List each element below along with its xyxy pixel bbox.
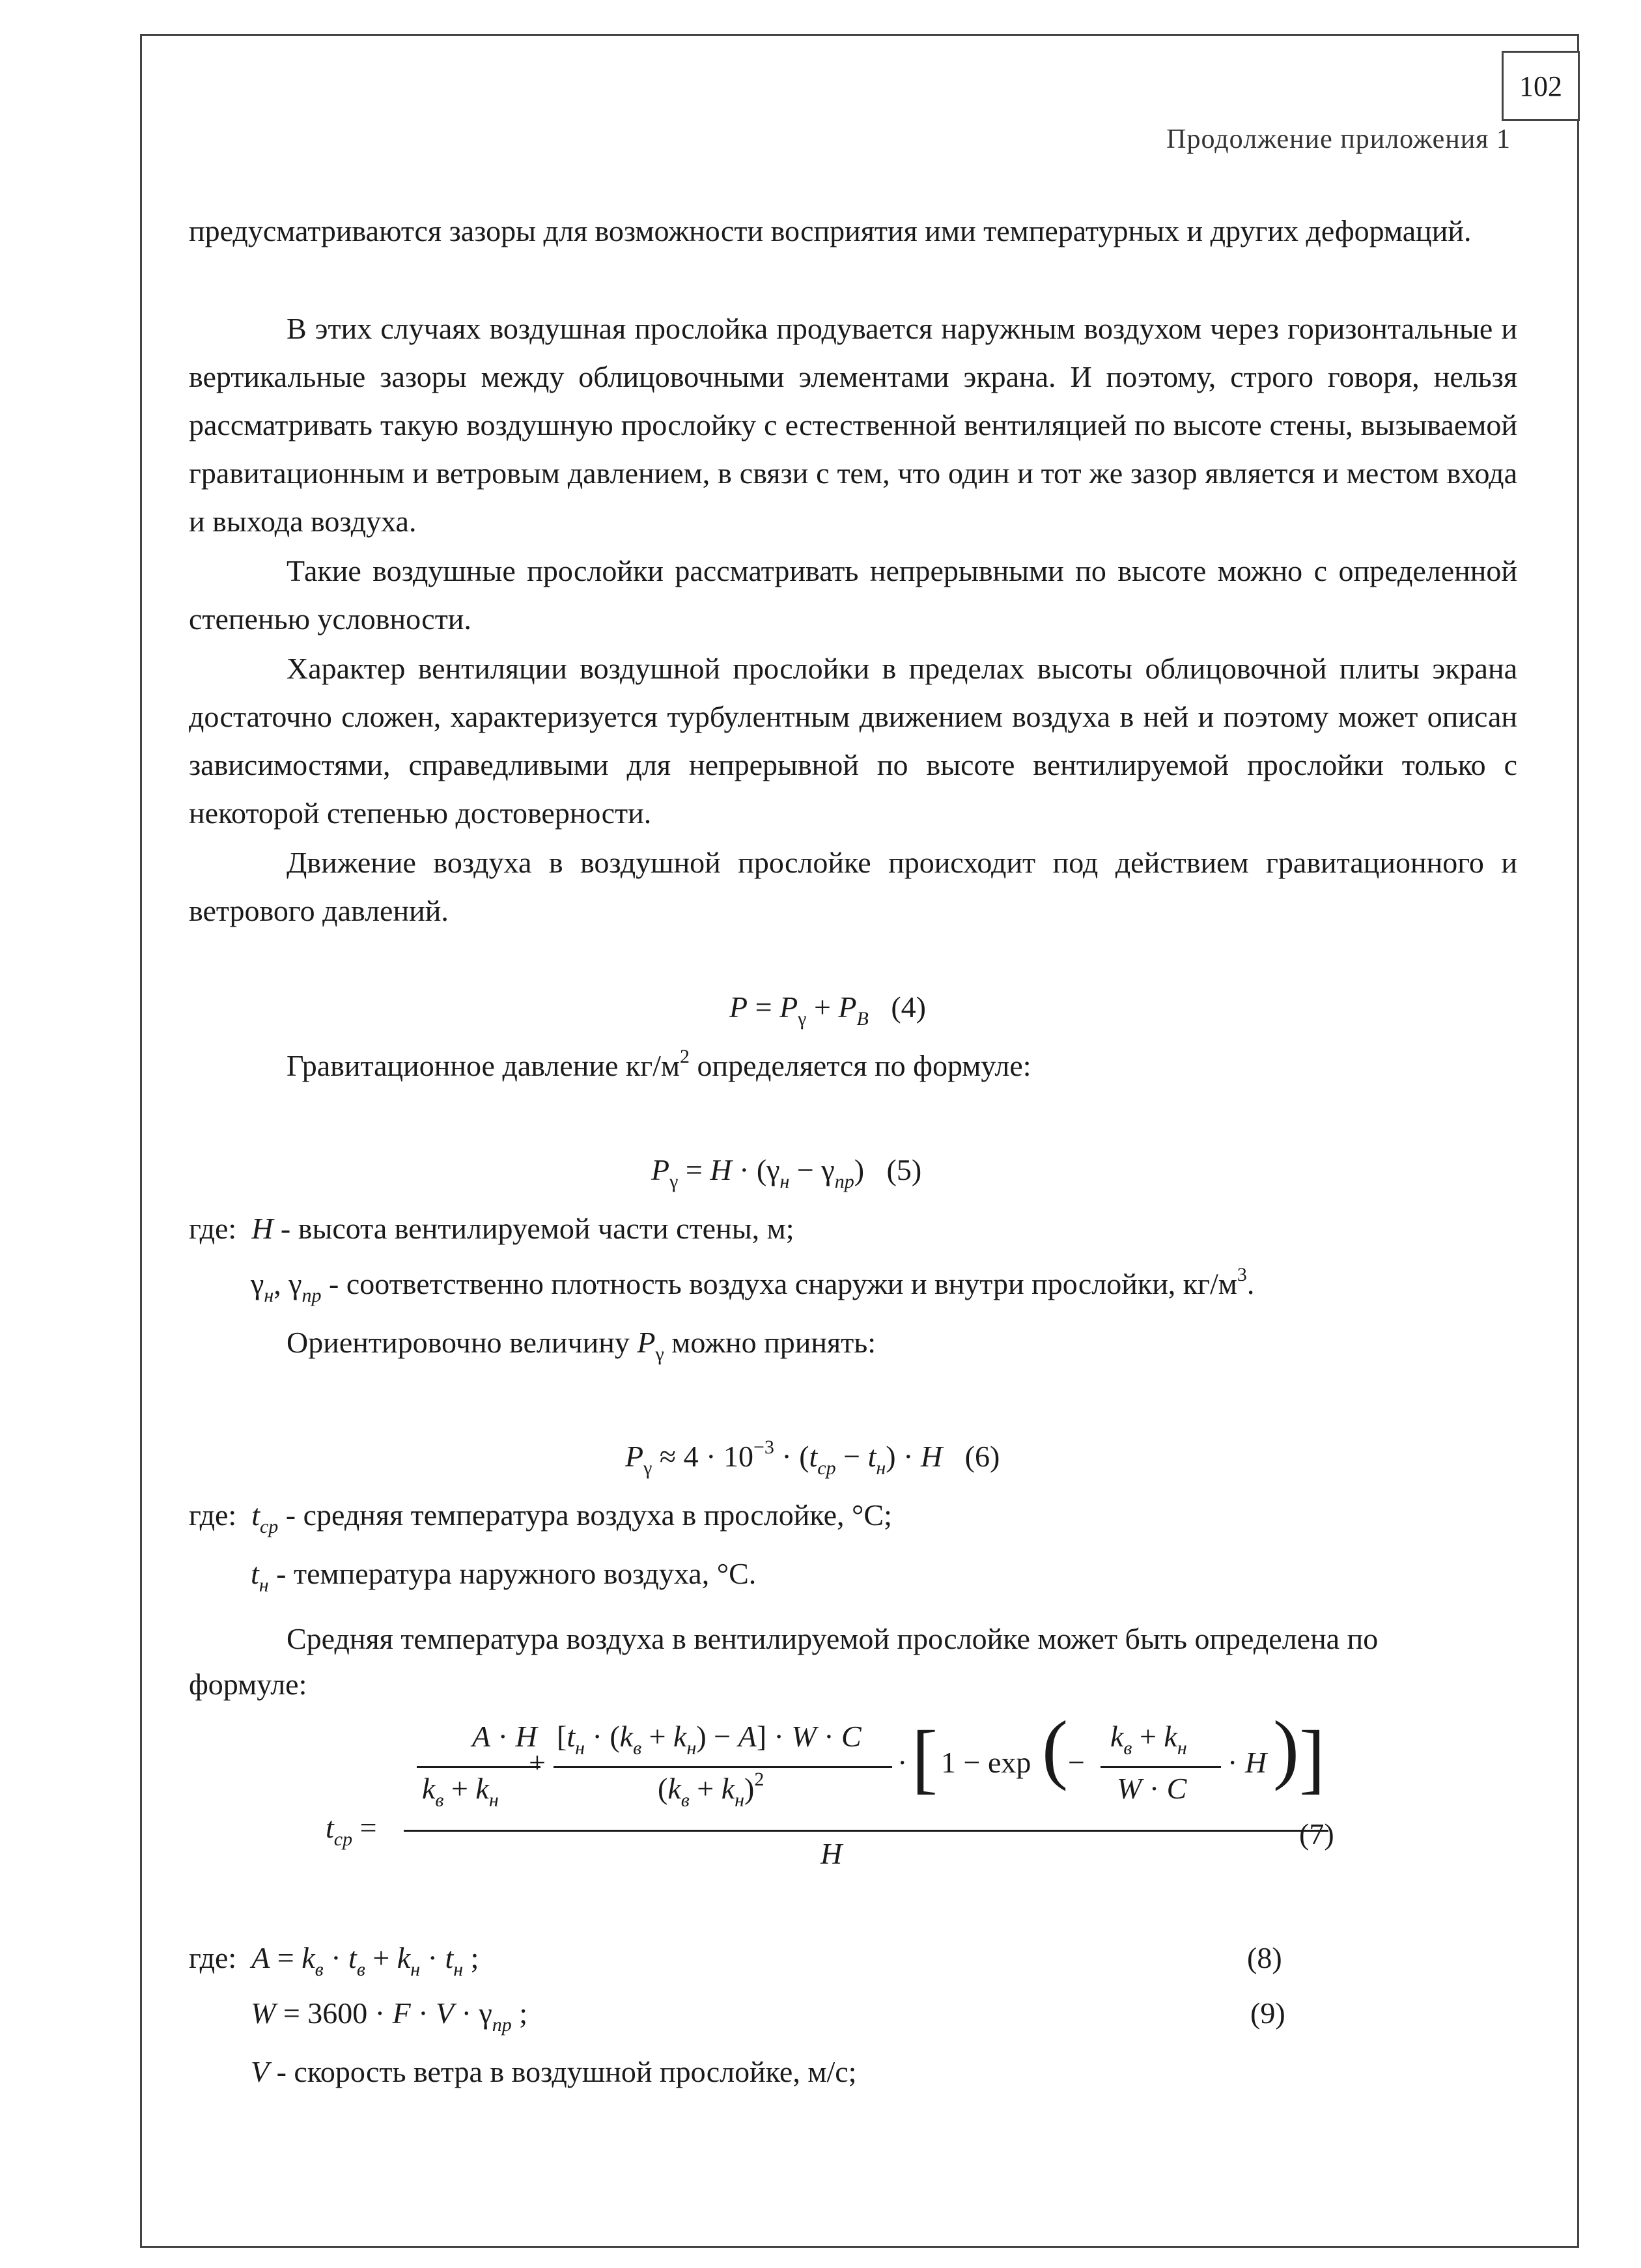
paragraph-0: предусматриваются зазоры для возможности восприятия ими температурных и других деформаций. — [189, 214, 1472, 247]
paragraph-3: Характер вентиляции воздушной прослойки в пределах высоты облицовочной плиты экрана достаточно сложен, характеризуется турбулентным движением воздуха в ней и поэтому может описан зависимостями, справедливыми для непрерывной по высоте вентилируемой прослойки только с некоторой степенью достоверности. — [189, 652, 1517, 830]
equation-number-8: (8) — [1247, 1941, 1282, 1974]
equation-number-5: (5) — [886, 1153, 922, 1186]
definition-H: где: H - высота вентилируемой части стены, м; — [189, 1212, 794, 1245]
paragraph-2: Такие воздушные прослойки рассматривать непрерывными по высоте можно с определенной степенью условности. — [189, 554, 1517, 636]
equation-number-9: (9) — [1250, 1996, 1285, 2030]
definition-tn: $t_н$ - температура наружного воздуха, °С. — [251, 1557, 757, 1596]
page-number: 102 — [1502, 51, 1580, 121]
mean-temperature-text-line2: формуле: — [189, 1668, 307, 1701]
equation-4: $P = P_\gamma + P_B$ (4) — [729, 990, 926, 1029]
paragraph-1: В этих случаях воздушная прослойка продувается наружным воздухом через горизонтальные и вертикальные зазоры между облицовочными элементами экрана. И поэтому, строго говоря, нельзя рассматривать такую воздушную прослойку с естественной вентиляцией по высоте стены, вызываемой гравитационным и ветровым давлением, в связи с тем, что один и тот же зазор является и местом входа и выхода воздуха. — [189, 312, 1517, 538]
equation-8: где: $A = k_в \cdot t_в + k_н \cdot t_н$ ; — [189, 1941, 479, 1980]
gravitational-pressure-text: Гравитационное давление $кг/м^2$ определяется по формуле: — [287, 1046, 1031, 1082]
equation-5: $P_\gamma = H \cdot (\gamma_н - \gamma_{пр})$ (5) — [651, 1153, 922, 1192]
definition-V: V - скорость ветра в воздушной прослойке, м/с; — [251, 2055, 857, 2088]
equation-6: $P_\gamma \approx 4 \cdot 10^{-3} \cdot (t_{ср} - t_н) \cdot H$ (6) — [625, 1436, 1000, 1479]
definition-gamma: $\gamma_н$, $\gamma_{пр}$ - соответственно плотность воздуха снаружи и внутри прослойки, $кг/м^3$. — [251, 1264, 1255, 1306]
equation-9: $W = 3600 \cdot F \cdot V \cdot \gamma_{пр}$ ; — [251, 1996, 528, 2036]
equation-number-7: (7) — [1299, 1817, 1334, 1851]
equation-number-4: (4) — [891, 990, 926, 1024]
equation-number-6: (6) — [964, 1440, 1000, 1473]
definition-tcp: где: $t_{ср}$ - средняя температура воздуха в прослойке, °С; — [189, 1498, 892, 1537]
approximation-text: Ориентировочно величину $P_\gamma$ можно принять: — [287, 1326, 876, 1365]
mean-temperature-text-line1: Средняя температура воздуха в вентилируемой прослойке может быть определена по — [287, 1622, 1379, 1655]
paragraph-4: Движение воздуха в воздушной прослойке происходит под действием гравитационного и ветрового давлений. — [189, 846, 1517, 927]
appendix-continuation-note: Продолжение приложения 1 — [1166, 124, 1511, 154]
